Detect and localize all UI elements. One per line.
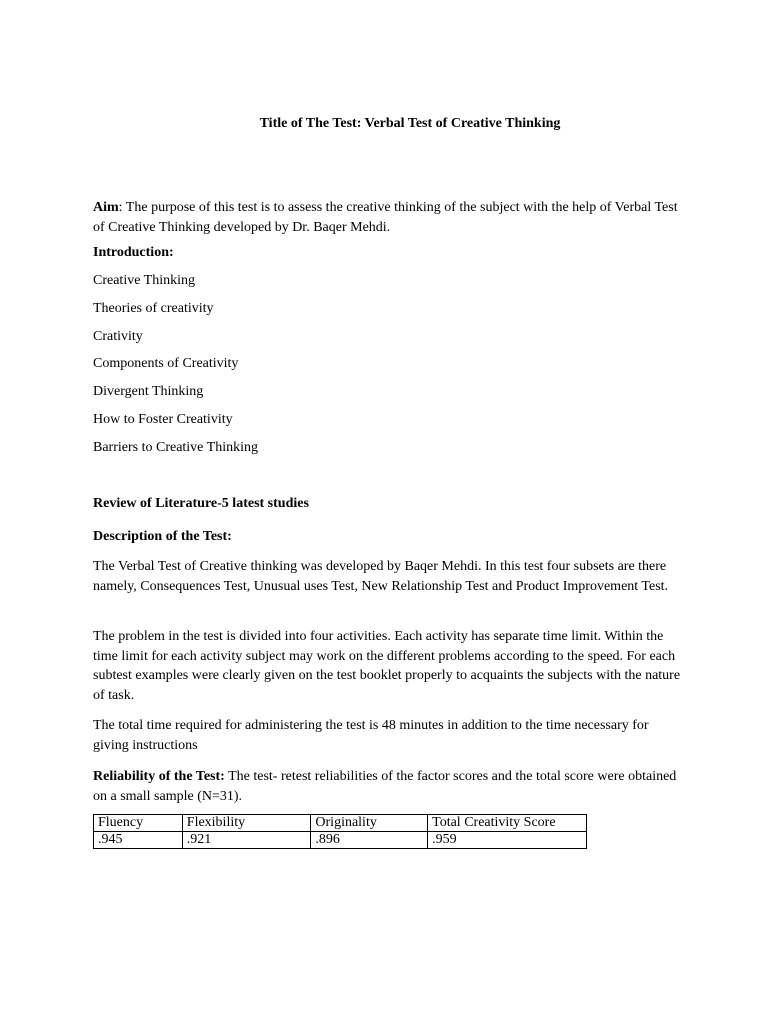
- reliability-table: [93, 814, 587, 849]
- introduction-item: Components of Creativity: [93, 356, 239, 371]
- introduction-item: Crativity: [93, 329, 143, 344]
- aim-label: Aim: [93, 200, 119, 215]
- table-cell: .921: [182, 832, 311, 849]
- table-cell: .896: [311, 832, 428, 849]
- table-header-cell: Total Creativity Score: [428, 815, 587, 832]
- reliability-paragraph: [93, 767, 683, 806]
- reliability-label: Reliability of the Test:: [93, 769, 225, 784]
- introduction-item: Theories of creativity: [93, 301, 214, 316]
- introduction-item: Creative Thinking: [93, 273, 195, 288]
- description-paragraph: The problem in the test is divided into four activities. Each activity has separate time limit. Within the time limit for each activity subject may work on the different problems according to the speed. For each subtest examples were clearly given on the test booklet properly to acquaints the subjects with the nature of task.: [93, 629, 681, 703]
- description-paragraph: The Verbal Test of Creative thinking was developed by Baqer Mehdi. In this test four subsets are there namely, Consequences Test, Unusual uses Test, New Relationship Test and Product Improvement Test.: [93, 559, 669, 594]
- introduction-item: Divergent Thinking: [93, 384, 204, 399]
- table-header-row: [94, 815, 587, 832]
- aim-text: : The purpose of this test is to assess the creative thinking of the subject with the help of Verbal Test of Creative Thinking developed by Dr. Baqer Mehdi.: [93, 200, 678, 235]
- table-cell: .959: [428, 832, 587, 849]
- table-header-cell: Flexibility: [182, 815, 311, 832]
- introduction-item: Barriers to Creative Thinking: [93, 440, 258, 455]
- page-title: Title of The Test: Verbal Test of Creative Thinking: [259, 116, 561, 131]
- introduction-heading: Introduction:: [93, 245, 174, 260]
- description-heading: Description of the Test:: [93, 529, 232, 544]
- table-header-cell: Fluency: [94, 815, 183, 832]
- table-header-cell: Originality: [311, 815, 428, 832]
- review-heading: Review of Literature-5 latest studies: [93, 496, 309, 511]
- introduction-item: How to Foster Creativity: [93, 412, 233, 427]
- reliability-text: The test- retest reliabilities of the factor scores and the total score were obtained on a small sample (N=31).: [93, 769, 677, 804]
- table-cell: .945: [94, 832, 183, 849]
- table-row: [94, 832, 587, 849]
- description-paragraph: The total time required for administering the test is 48 minutes in addition to the time necessary for giving instructions: [93, 718, 649, 753]
- aim-paragraph: [93, 198, 683, 237]
